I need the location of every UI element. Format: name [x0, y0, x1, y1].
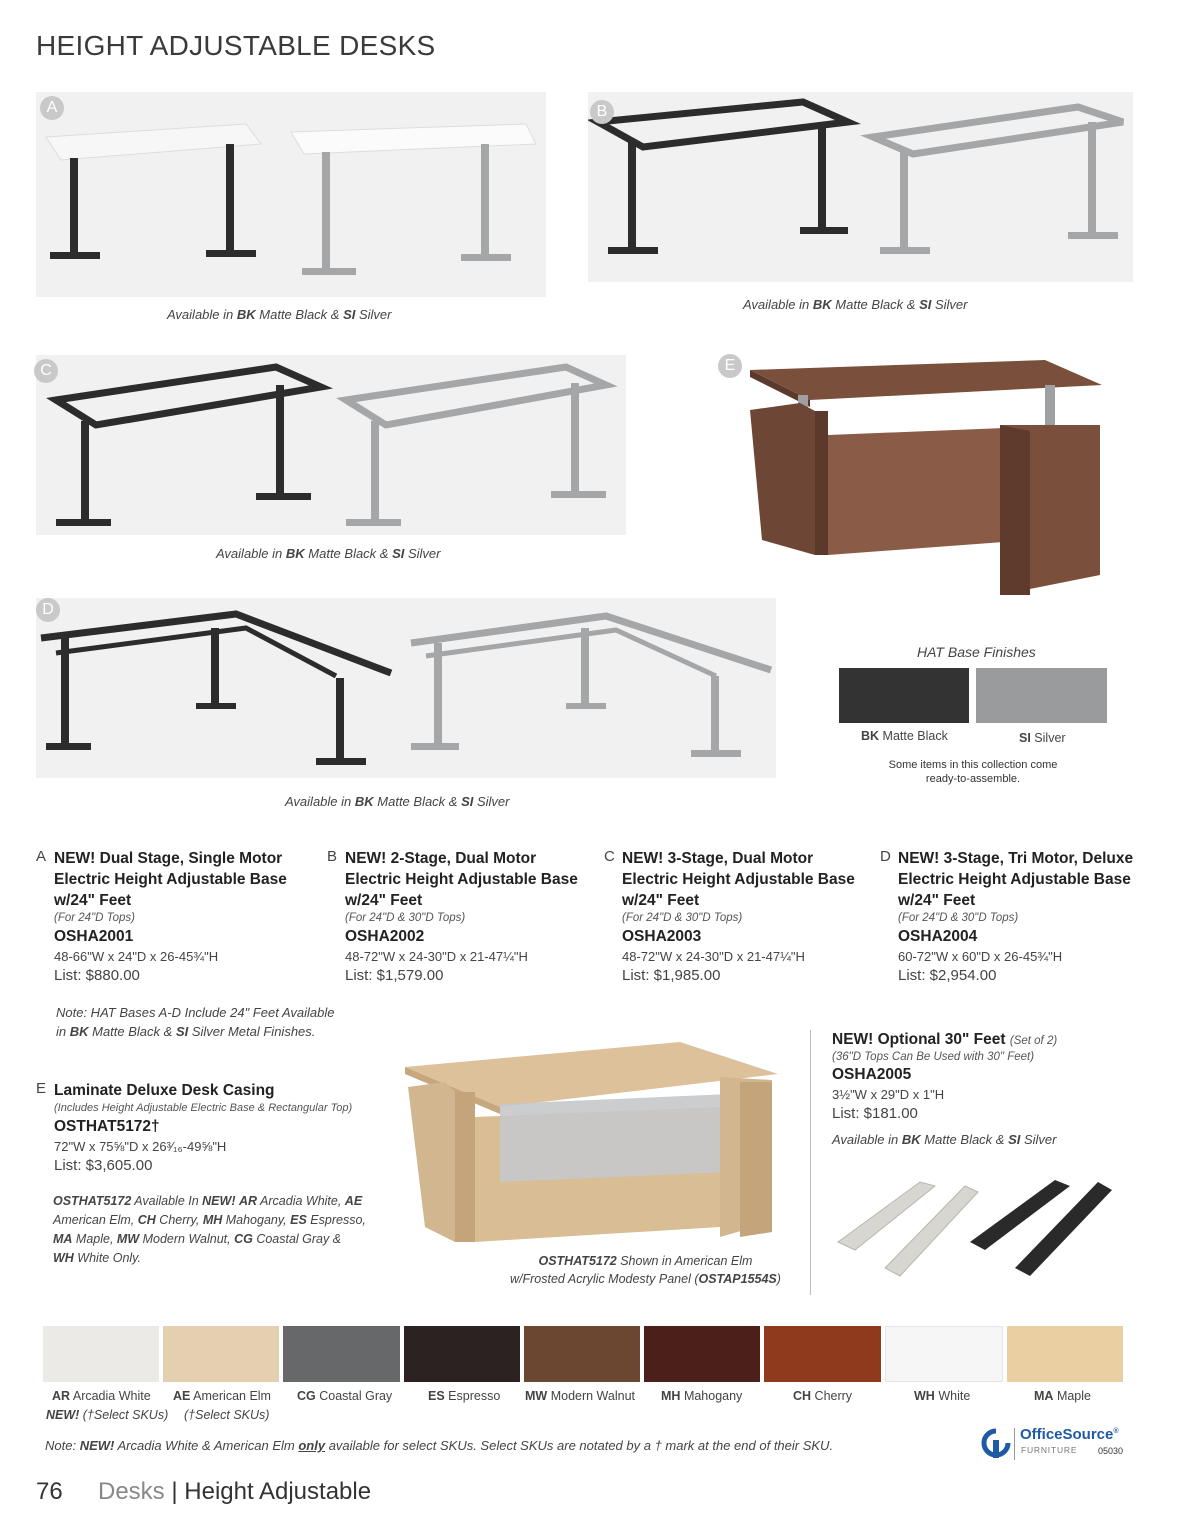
- officesource-logo: [980, 1426, 1130, 1466]
- finish-label-bk: BK Matte Black: [861, 729, 948, 743]
- product-a: [36, 848, 306, 984]
- swatch-mh: [644, 1326, 760, 1382]
- desk-image-c: [36, 355, 626, 535]
- product-price: List: $1,579.00: [345, 967, 444, 984]
- product-name: NEW! Dual Stage, Single Motor Electric Height Adjustable Base w/24" Feet: [54, 850, 287, 909]
- product-letter: E: [36, 1080, 47, 1097]
- product-dimensions: 72"W x 75⅝"D x 26³⁄₁₆-49⅝"H: [54, 1139, 227, 1154]
- swatch-label-cg: CG Coastal Gray: [297, 1389, 393, 1403]
- feet-photo: [830, 1172, 1120, 1282]
- hat-finishes-title: HAT Base Finishes: [917, 644, 1036, 660]
- desk-casing-image: [740, 355, 1110, 600]
- label-badge-a: A: [40, 96, 64, 120]
- page-number: 76: [36, 1478, 63, 1505]
- swatch-ch: [764, 1326, 880, 1382]
- product-sku: OSHA2001: [54, 928, 134, 945]
- product-fit: (For 24"D Tops): [54, 912, 135, 924]
- casing-availability: OSTHAT5172 Available In NEW! AR Arcadia White, AE American Elm, CH Cherry, MH Mahogany, ES Espresso, MA Maple, MW Modern Walnut, CG Coastal Gray & WH White Only.: [53, 1194, 366, 1265]
- caption-a: Available in BK Matte Black & SI Silver: [167, 307, 392, 322]
- product-price: List: $2,954.00: [898, 967, 997, 984]
- caption-d: Available in BK Matte Black & SI Silver: [285, 794, 510, 809]
- product-image-b: [588, 92, 1133, 282]
- feet-price: List: $181.00: [832, 1105, 918, 1122]
- swatch-wh: [885, 1326, 1003, 1382]
- swatch-es: [404, 1326, 520, 1382]
- swatch-label-wh: WH White: [914, 1389, 971, 1403]
- product-fit: (For 24"D & 30"D Tops): [622, 912, 743, 924]
- logo-divider: [1014, 1428, 1015, 1460]
- feet-availability: Available in BK Matte Black & SI Silver: [832, 1132, 1057, 1147]
- swatch-label-mw: MW Modern Walnut: [525, 1389, 635, 1403]
- finish-swatch-bk: [839, 668, 969, 723]
- swatch-cg: [283, 1326, 399, 1382]
- product-letter: B: [327, 848, 338, 865]
- feet-note: (36"D Tops Can Be Used with 30" Feet): [832, 1051, 1035, 1063]
- product-sku: OSHA2004: [898, 928, 978, 945]
- product-fit: (For 24"D & 30"D Tops): [345, 912, 466, 924]
- feet-image: [830, 1172, 1120, 1282]
- product-d: [880, 848, 1180, 984]
- finish-label-si: SI Silver: [1019, 731, 1066, 745]
- swatch-ae: [163, 1326, 279, 1382]
- desk-casing-elm-image: [400, 1032, 785, 1252]
- product-sku: OSHA2003: [622, 928, 702, 945]
- casing-photo-caption: OSTHAT5172 Shown in American Elm w/Frosted Acrylic Modesty Panel (OSTAP1554S): [510, 1254, 781, 1286]
- swatch-label-es: ES Espresso: [428, 1389, 501, 1403]
- product-b: [327, 848, 597, 984]
- product-fit: (For 24"D & 30"D Tops): [898, 912, 1019, 924]
- product-includes: (Includes Height Adjustable Electric Base & Rectangular Top): [54, 1102, 353, 1114]
- label-badge-c: C: [34, 359, 58, 383]
- swatch-label-mh: MH Mahogany: [661, 1389, 743, 1403]
- product-price: List: $1,985.00: [622, 967, 721, 984]
- product-name: NEW! 3-Stage, Dual Motor Electric Height Adjustable Base w/24" Feet: [622, 850, 855, 909]
- swatch-ar: [43, 1326, 159, 1382]
- product-price: List: $3,605.00: [54, 1157, 153, 1174]
- product-name: NEW! 2-Stage, Dual Motor Electric Height Adjustable Base w/24" Feet: [345, 850, 578, 909]
- product-name: Laminate Deluxe Desk Casing: [54, 1082, 275, 1099]
- product-sku: OSTHAT5172†: [54, 1118, 160, 1135]
- product-image-d: [36, 598, 776, 778]
- product-letter: A: [36, 848, 47, 865]
- footer-section: Desks | Height Adjustable: [98, 1478, 372, 1505]
- product-dimensions: 60-72"W x 60"D x 26-45¾"H: [898, 949, 1063, 964]
- swatch-sub-ae: (†Select SKUs): [184, 1408, 270, 1422]
- caption-c: Available in BK Matte Black & SI Silver: [216, 546, 441, 561]
- label-badge-e: E: [718, 354, 742, 378]
- optional-feet-info: [832, 1031, 1122, 1147]
- desk-image-a: [36, 92, 546, 297]
- desk-image-d: [36, 598, 776, 778]
- feet-dimensions: 3½"W x 29"D x 1"H: [832, 1087, 945, 1102]
- product-c: [604, 848, 874, 984]
- product-dimensions: 48-72"W x 24-30"D x 21-47¼"H: [622, 949, 805, 964]
- feet-name: NEW! Optional 30" Feet (Set of 2): [832, 1031, 1058, 1048]
- caption-b: Available in BK Matte Black & SI Silver: [743, 297, 968, 312]
- finish-swatch-si: [976, 668, 1107, 723]
- casing-photo-american-elm: [400, 1032, 785, 1252]
- product-letter: C: [604, 848, 615, 865]
- swatch-label-ch: CH Cherry: [793, 1389, 853, 1403]
- logo-wordmark: OfficeSource®: [1020, 1426, 1119, 1443]
- product-e: [36, 1080, 396, 1174]
- product-image-c: [36, 355, 626, 535]
- product-image-a: [36, 92, 546, 297]
- swatch-sub-ar: NEW! (†Select SKUs): [46, 1408, 169, 1422]
- vertical-divider: [810, 1030, 811, 1295]
- label-badge-d: D: [36, 598, 60, 622]
- product-image-e: [740, 355, 1110, 600]
- officesource-logo-icon: [980, 1428, 1012, 1462]
- laminate-swatches: [43, 1326, 1123, 1382]
- catalog-code: 05030: [1098, 1446, 1124, 1456]
- product-dimensions: 48-72"W x 24-30"D x 21-47¼"H: [345, 949, 528, 964]
- product-sku: OSHA2002: [345, 928, 425, 945]
- logo-subtext: FURNITURE: [1021, 1445, 1078, 1455]
- label-badge-b: B: [590, 100, 614, 124]
- product-price: List: $880.00: [54, 967, 140, 984]
- feet-sku: OSHA2005: [832, 1066, 912, 1083]
- hat-bases-note: Note: HAT Bases A-D Include 24" Feet Available in BK Matte Black & SI Silver Metal Finishes.: [56, 1005, 335, 1039]
- swatch-label-ar: AR Arcadia White: [52, 1389, 151, 1403]
- swatch-ma: [1007, 1326, 1123, 1382]
- product-letter: D: [880, 848, 891, 865]
- product-name: NEW! 3-Stage, Tri Motor, Deluxe Electric Height Adjustable Base w/24" Feet: [898, 850, 1134, 909]
- swatch-mw: [524, 1326, 640, 1382]
- swatch-label-ae: AE American Elm: [173, 1389, 271, 1403]
- desk-image-b: [588, 92, 1133, 282]
- select-skus-note: Note: NEW! Arcadia White & American Elm only available for select SKUs. Select SKUs are notated by a † mark at the end of their SKU.: [45, 1438, 834, 1453]
- product-dimensions: 48-66"W x 24"D x 26-45¾"H: [54, 949, 219, 964]
- swatch-label-ma: MA Maple: [1034, 1389, 1091, 1403]
- rta-note: Some items in this collection come ready-to-assemble.: [888, 759, 1058, 785]
- page-title: HEIGHT ADJUSTABLE DESKS: [36, 30, 436, 61]
